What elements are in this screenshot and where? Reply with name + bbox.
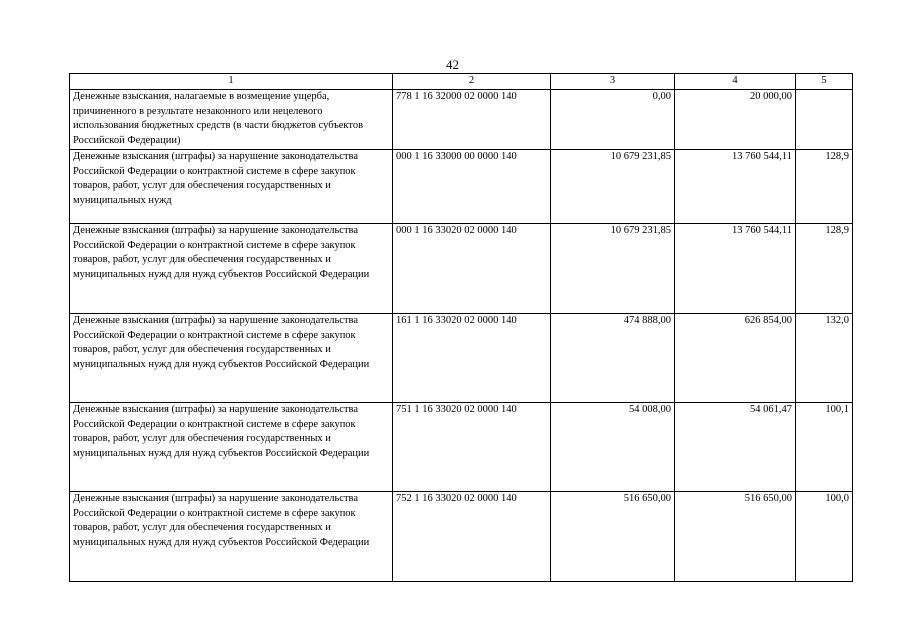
row-value-col5: 128,9	[796, 150, 853, 224]
page-number: 42	[446, 57, 459, 72]
row-value-col4: 20 000,00	[675, 90, 796, 150]
header-col-4: 4	[675, 74, 796, 90]
row-name: Денежные взыскания (штрафы) за нарушение законодательства Российской Федерации о контрактной системе в сфере закупок товаров, работ, услуг для обеспечения государственных и муниципальных нужд для нужд субъектов Российской Федерации	[70, 314, 393, 403]
row-code: 778 1 16 32000 02 0000 140	[393, 90, 551, 150]
row-value-col3: 0,00	[551, 90, 675, 150]
header-col-2: 2	[393, 74, 551, 90]
row-code: 751 1 16 33020 02 0000 140	[393, 403, 551, 492]
row-value-col3: 10 679 231,85	[551, 150, 675, 224]
row-name: Денежные взыскания (штрафы) за нарушение законодательства Российской Федерации о контрактной системе в сфере закупок товаров, работ, услуг для обеспечения государственных и муниципальных нужд для нужд субъектов Российской Федерации	[70, 492, 393, 582]
row-value-col4: 54 061,47	[675, 403, 796, 492]
row-value-col5: 100,1	[796, 403, 853, 492]
header-col-1: 1	[70, 74, 393, 90]
row-value-col3: 10 679 231,85	[551, 224, 675, 314]
row-name: Денежные взыскания (штрафы) за нарушение законодательства Российской Федерации о контрактной системе в сфере закупок товаров, работ, услуг для обеспечения государственных и муниципальных нужд для нужд субъектов Российской Федерации	[70, 224, 393, 314]
table-row	[70, 90, 853, 150]
header-col-3: 3	[551, 74, 675, 90]
row-value-col4: 626 854,00	[675, 314, 796, 403]
row-code: 000 1 16 33000 00 0000 140	[393, 150, 551, 224]
row-value-col5: 128,9	[796, 224, 853, 314]
table-row	[70, 314, 853, 403]
header-col-5: 5	[796, 74, 853, 90]
row-name: Денежные взыскания (штрафы) за нарушение законодательства Российской Федерации о контрактной системе в сфере закупок товаров, работ, услуг для обеспечения государственных и муниципальных нужд	[70, 150, 393, 224]
row-value-col4: 13 760 544,11	[675, 224, 796, 314]
table-header-row	[70, 74, 853, 90]
row-value-col4: 13 760 544,11	[675, 150, 796, 224]
row-code: 000 1 16 33020 02 0000 140	[393, 224, 551, 314]
row-name: Денежные взыскания (штрафы) за нарушение законодательства Российской Федерации о контрактной системе в сфере закупок товаров, работ, услуг для обеспечения государственных и муниципальных нужд для нужд субъектов Российской Федерации	[70, 403, 393, 492]
row-value-col5: 132,0	[796, 314, 853, 403]
table-row	[70, 224, 853, 314]
row-value-col3: 516 650,00	[551, 492, 675, 582]
row-value-col3: 474 888,00	[551, 314, 675, 403]
row-value-col5: 100,0	[796, 492, 853, 582]
row-value-col4: 516 650,00	[675, 492, 796, 582]
row-name: Денежные взыскания, налагаемые в возмещение ущерба, причиненного в результате незаконного или нецелевого использования бюджетных средств (в части бюджетов субъектов Российской Федерации)	[70, 90, 393, 150]
row-code: 752 1 16 33020 02 0000 140	[393, 492, 551, 582]
row-value-col3: 54 008,00	[551, 403, 675, 492]
table-row	[70, 492, 853, 582]
budget-revenue-table	[69, 73, 853, 582]
row-code: 161 1 16 33020 02 0000 140	[393, 314, 551, 403]
table-row	[70, 403, 853, 492]
row-value-col5	[796, 90, 853, 150]
table-row	[70, 150, 853, 224]
